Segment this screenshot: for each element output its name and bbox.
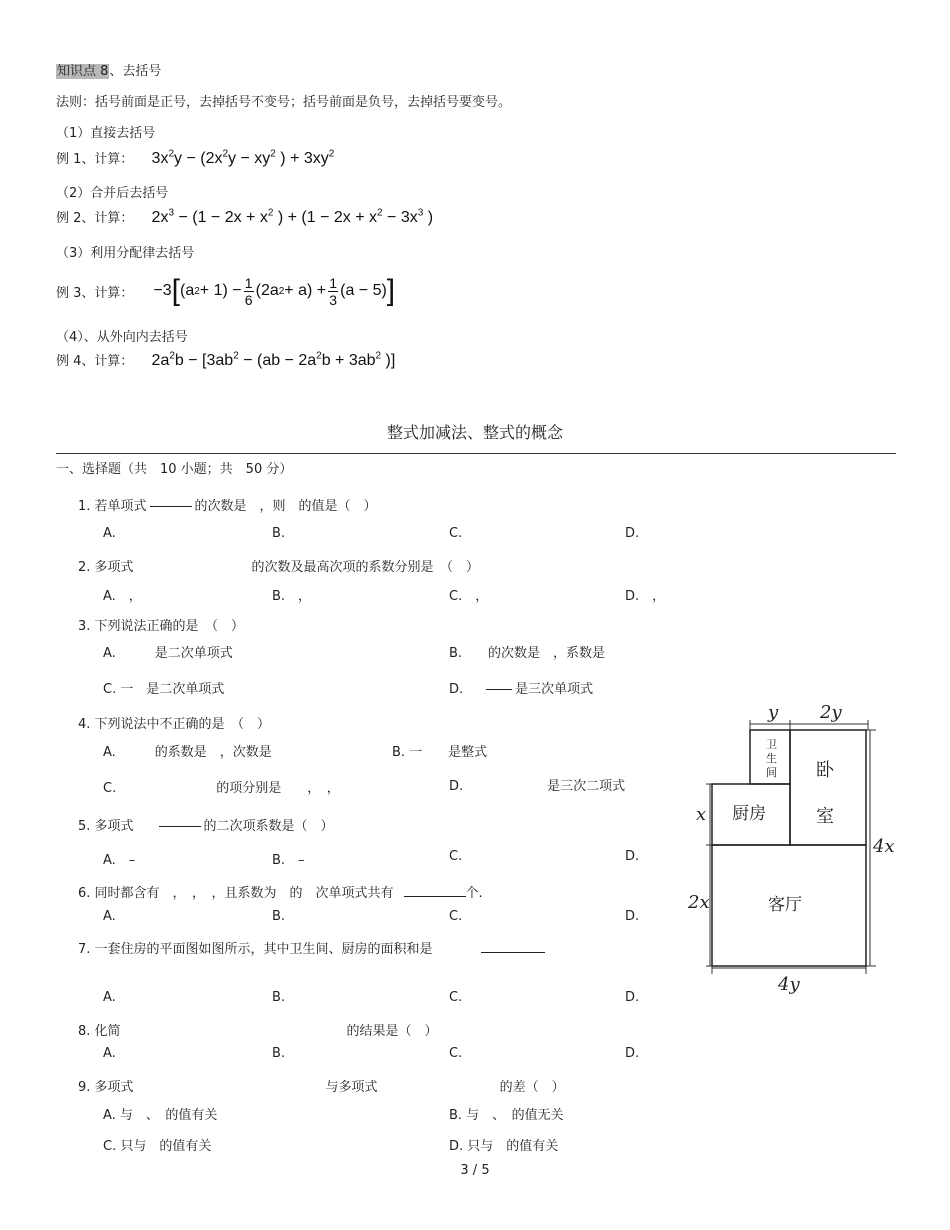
q1-option-a[interactable]: A. (103, 526, 116, 541)
q2-option-a[interactable]: A. ， (103, 589, 142, 604)
question-2: 2. 多项式 的次数及最高次项的系数分别是 （ ） (78, 560, 480, 575)
knowledge-point-label: 知识点 8 (57, 64, 109, 79)
label-4x: 4x (873, 836, 895, 857)
q3-option-c[interactable]: C. 一 是二次单项式 (103, 682, 225, 697)
example-4-formula: $2a^2b - [3ab^2 - (ab - 2a^2b + 3ab^2$ )] (151, 350, 396, 369)
page-number: 3 / 5 (460, 1163, 490, 1178)
q5-option-d[interactable]: D. (625, 849, 640, 864)
q3-option-d[interactable]: D. 是三次单项式 (449, 682, 594, 697)
example-3-formula: −3 [ (a 2 + 1) − $\frac{1}{6}$ (2a 2 + a) + $\frac{1}{3}$ (a − 5) ] (153, 274, 396, 308)
label-y: y (768, 702, 779, 723)
bedroom-label-1: 卧 (816, 760, 834, 781)
label-2y: 2y (820, 702, 842, 723)
q1-option-c[interactable]: C. (449, 526, 463, 541)
bath-label-2: 生 (766, 752, 777, 765)
section-choice-heading: 一、选择题（共 10 小题；共 50 分） (56, 462, 293, 477)
kitchen-label: 厨房 (732, 804, 766, 824)
q2-option-b[interactable]: B. ， (272, 589, 312, 604)
example-4: 例 4、计算： $2a^2b - [3ab^2 - (ab - 2a^2b + 3ab^2$ )] (56, 350, 396, 369)
sub-heading-2: （2）合并后去括号 (56, 186, 169, 201)
q6-option-b[interactable]: B. (272, 909, 286, 924)
bath-label-1: 卫 (766, 738, 777, 751)
q1-option-b[interactable]: B. (272, 526, 286, 541)
q7-option-b[interactable]: B. (272, 990, 286, 1005)
answer-blank[interactable] (481, 942, 545, 953)
question-6: 6. 同时都含有 ， ， ，且系数为 的 次单项式共有 个. (78, 886, 483, 901)
q1-option-d[interactable]: D. (625, 526, 640, 541)
rule-text: 法则：括号前面是正号，去掉括号不变号；括号前面是负号，去掉括号要变号。 (56, 95, 512, 110)
example-1: 例 1、计算： $3x^2y - (2x^2y - xy^2$ ) + $3xy^2$ (56, 148, 335, 167)
q8-option-d[interactable]: D. (625, 1046, 640, 1061)
section-heading: 知识点 8、去括号 (57, 64, 162, 79)
bath-label-3: 间 (766, 766, 777, 779)
example-1-formula: $3x^2y - (2x^2y - xy^2$ ) + $3xy^2$ (151, 148, 335, 167)
q7-option-a[interactable]: A. (103, 990, 116, 1005)
question-8: 8. 化简 的结果是（ ） (78, 1024, 438, 1039)
q5-option-c[interactable]: C. (449, 849, 463, 864)
living-room-label: 客厅 (768, 895, 802, 915)
fraction-line (486, 689, 512, 690)
q8-option-a[interactable]: A. (103, 1046, 116, 1061)
q4-option-b[interactable]: B. 一 是整式 (392, 745, 488, 760)
q8-option-c[interactable]: C. (449, 1046, 463, 1061)
question-7: 7. 一套住房的平面图如图所示，其中卫生间、厨房的面积和是 (78, 938, 545, 957)
label-x: x (696, 804, 707, 825)
q2-option-d[interactable]: D. ， (625, 589, 666, 604)
q9-option-d[interactable]: D. 只与 的值有关 (449, 1139, 559, 1154)
q3-option-a[interactable]: A. 是二次单项式 (103, 646, 233, 661)
title-divider (56, 453, 896, 454)
q4-option-c[interactable]: C. 的项分别是 ， ， (103, 781, 340, 796)
answer-blank[interactable] (404, 886, 466, 897)
fraction-line (150, 506, 192, 507)
question-3: 3. 下列说法正确的是 （ ） (78, 619, 245, 634)
question-9: 9. 多项式 与多项式 的差（ ） (78, 1080, 565, 1095)
question-4: 4. 下列说法中不正确的是 （ ） (78, 717, 271, 732)
exam-title: 整式加减法、整式的概念 (386, 423, 563, 442)
q4-option-d[interactable]: D. 是三次二项式 (449, 779, 626, 794)
q7-option-c[interactable]: C. (449, 990, 463, 1005)
q6-option-d[interactable]: D. (625, 909, 640, 924)
example-3: 例 3、计算： −3 [ (a 2 + 1) − $\frac{1}{6}$ (2a 2 + a) + $\frac{1}{3}$ (a − 5) ] (56, 274, 396, 308)
example-2: 例 2、计算： $2x^3 - (1 - 2x + x^2$ ) + ($1 - 2x + x^2 - 3x^3$ ) (56, 207, 434, 226)
question-5: 5. 多项式 的二次项系数是（ ） (78, 819, 334, 834)
q6-option-c[interactable]: C. (449, 909, 463, 924)
q2-option-c[interactable]: C. ， (449, 589, 489, 604)
q9-option-a[interactable]: A. 与 、 的值有关 (103, 1108, 218, 1123)
q9-option-c[interactable]: C. 只与 的值有关 (103, 1139, 212, 1154)
label-4y: 4y (778, 974, 800, 995)
q6-option-a[interactable]: A. (103, 909, 116, 924)
q9-option-b[interactable]: B. 与 、 的值无关 (449, 1108, 564, 1123)
q5-option-a[interactable]: A. – (103, 853, 136, 868)
q5-option-b[interactable]: B. – (272, 853, 305, 868)
floor-plan-figure (688, 698, 898, 998)
fraction-line (159, 826, 201, 827)
example-2-formula: $2x^3 - (1 - 2x + x^2$ ) + ($1 - 2x + x^2 - 3x^3$ ) (151, 207, 434, 226)
q7-option-d[interactable]: D. (625, 990, 640, 1005)
q4-option-a[interactable]: A. 的系数是 ，次数是 (103, 745, 272, 760)
sub-heading-4: （4）、从外向内去括号 (56, 330, 188, 345)
sub-heading-3: （3）利用分配律去括号 (56, 246, 195, 261)
q3-option-b[interactable]: B. 的次数是 ，系数是 (449, 646, 606, 661)
label-2x: 2x (688, 892, 710, 913)
q8-option-b[interactable]: B. (272, 1046, 286, 1061)
bedroom-room (790, 730, 866, 845)
bedroom-label-2: 室 (816, 806, 834, 827)
question-1: 1. 若单项式 的次数是 ，则 的值是（ ） (78, 499, 377, 514)
sub-heading-1: （1）直接去括号 (56, 126, 156, 141)
